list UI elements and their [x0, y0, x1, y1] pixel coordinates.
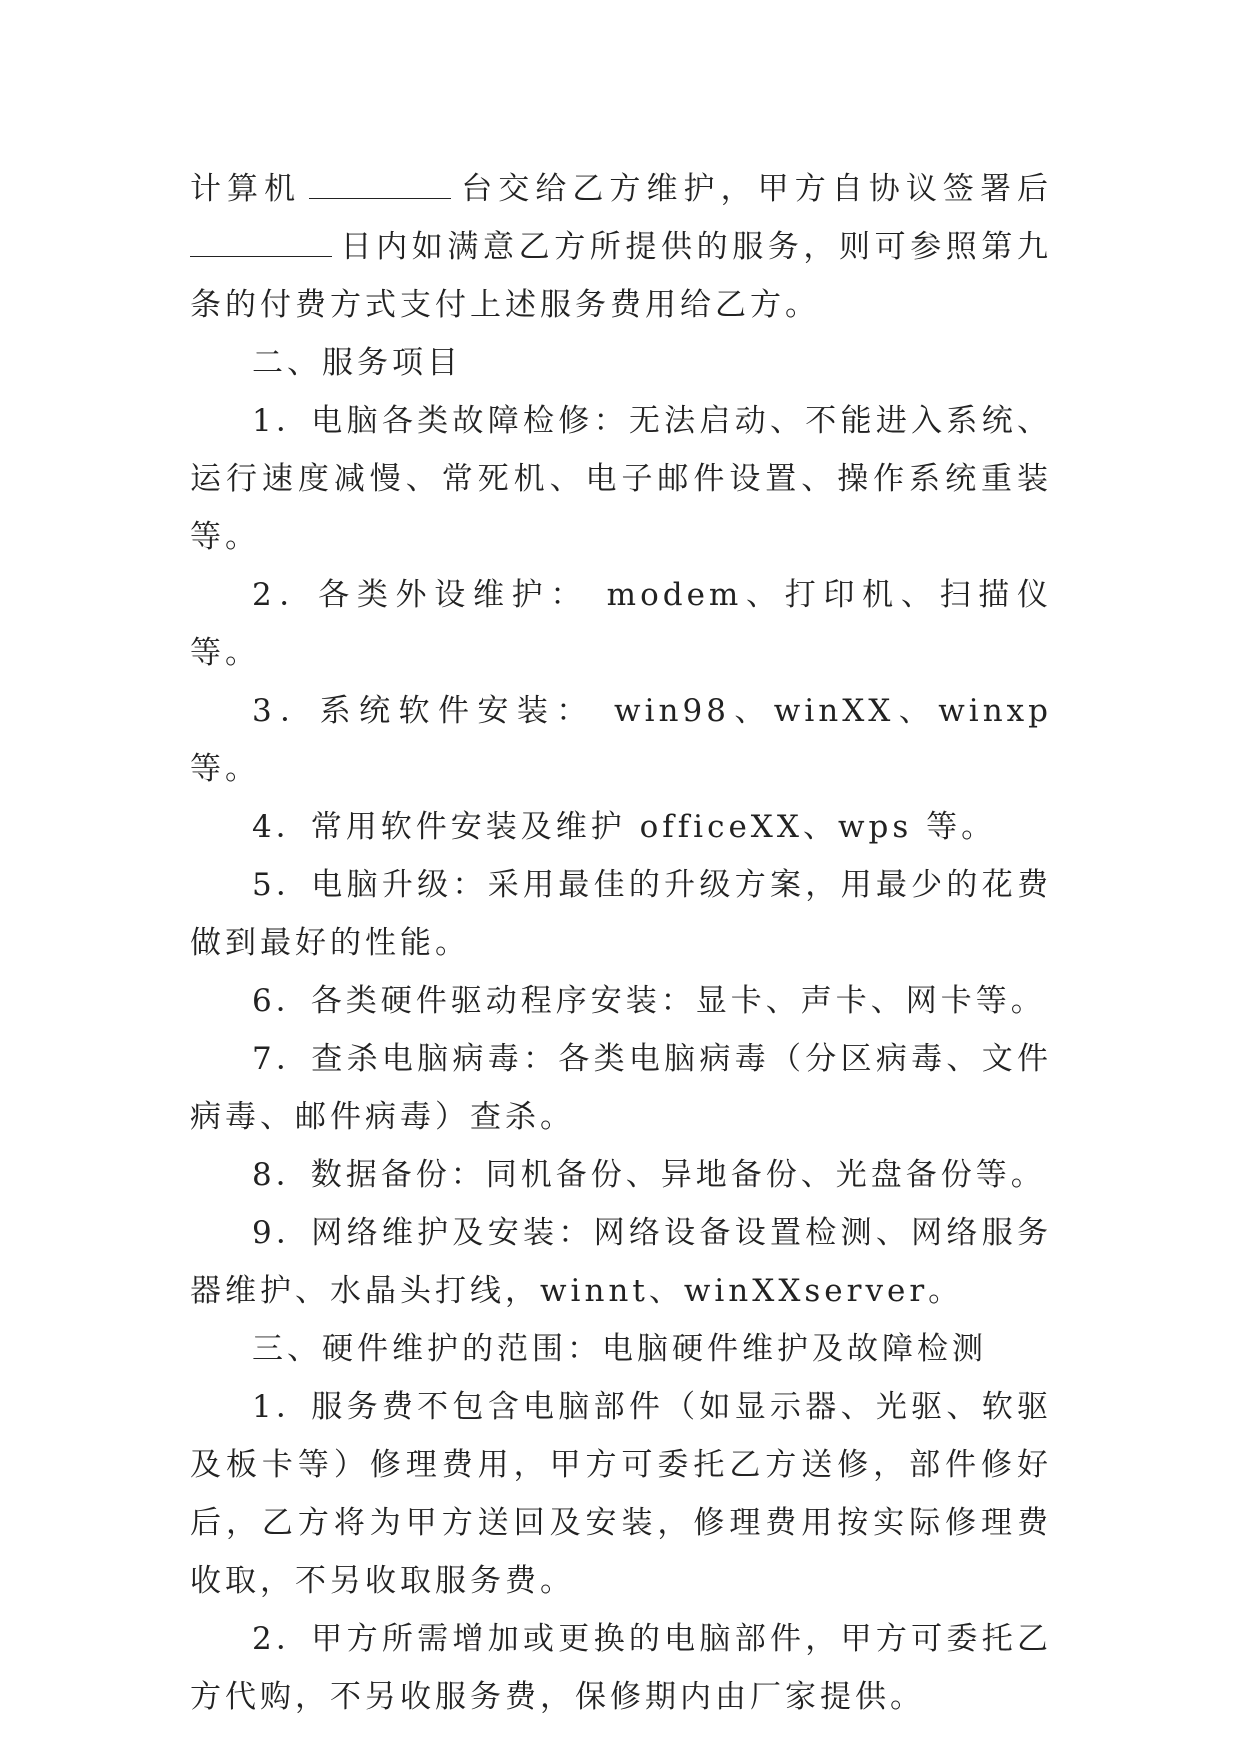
service-item-4: 4．常用软件安装及维护 officeXX、wps 等。	[252, 809, 997, 845]
service-item-8: 8．数据备份：同机备份、异地备份、光盘备份等。	[252, 1157, 1046, 1193]
document-body	[190, 160, 1052, 1726]
blank-field-days	[190, 222, 332, 257]
service-item-2: 2．各类外设维护： modem、打印机、扫描仪等。	[190, 577, 1052, 671]
section-heading-hardware-scope: 三、硬件维护的范围：电脑硬件维护及故障检测	[252, 1331, 987, 1367]
service-item-7: 7．查杀电脑病毒：各类电脑病毒（分区病毒、文件病毒、邮件病毒）查杀。	[190, 1041, 1052, 1135]
service-item-3: 3．系统软件安装： win98、winXX、winxp 等。	[190, 693, 1052, 787]
service-item-1: 1．电脑各类故障检修：无法启动、不能进入系统、运行速度减慢、常死机、电子邮件设置、操作系统重装等。	[190, 403, 1052, 555]
intro-text-3: 日内如满意乙方所提供的服务，则可参照第九条的付费方式支付上述服务费用给乙方。	[190, 229, 1052, 323]
service-item-5: 5．电脑升级：采用最佳的升级方案，用最少的花费做到最好的性能。	[190, 867, 1052, 961]
intro-text-2: 台交给乙方维护，甲方自协议签署后	[459, 171, 1053, 207]
hardware-item-1: 1．服务费不包含电脑部件（如显示器、光驱、软驱及板卡等）修理费用，甲方可委托乙方送修，部件修好后，乙方将为甲方送回及安装，修理费用按实际修理费收取，不另收取服务费。	[190, 1389, 1052, 1599]
blank-field-quantity	[309, 164, 451, 199]
intro-paragraph	[190, 160, 1052, 334]
hardware-item-2: 2．甲方所需增加或更换的电脑部件，甲方可委托乙方代购，不另收服务费，保修期内由厂家提供。	[190, 1621, 1052, 1715]
intro-text-1: 计算机	[190, 171, 302, 207]
section-heading-services: 二、服务项目	[252, 345, 462, 381]
service-item-6: 6．各类硬件驱动程序安装：显卡、声卡、网卡等。	[252, 983, 1046, 1019]
service-item-9: 9．网络维护及安装：网络设备设置检测、网络服务器维护、水晶头打线，winnt、winXXserver。	[190, 1215, 1052, 1309]
